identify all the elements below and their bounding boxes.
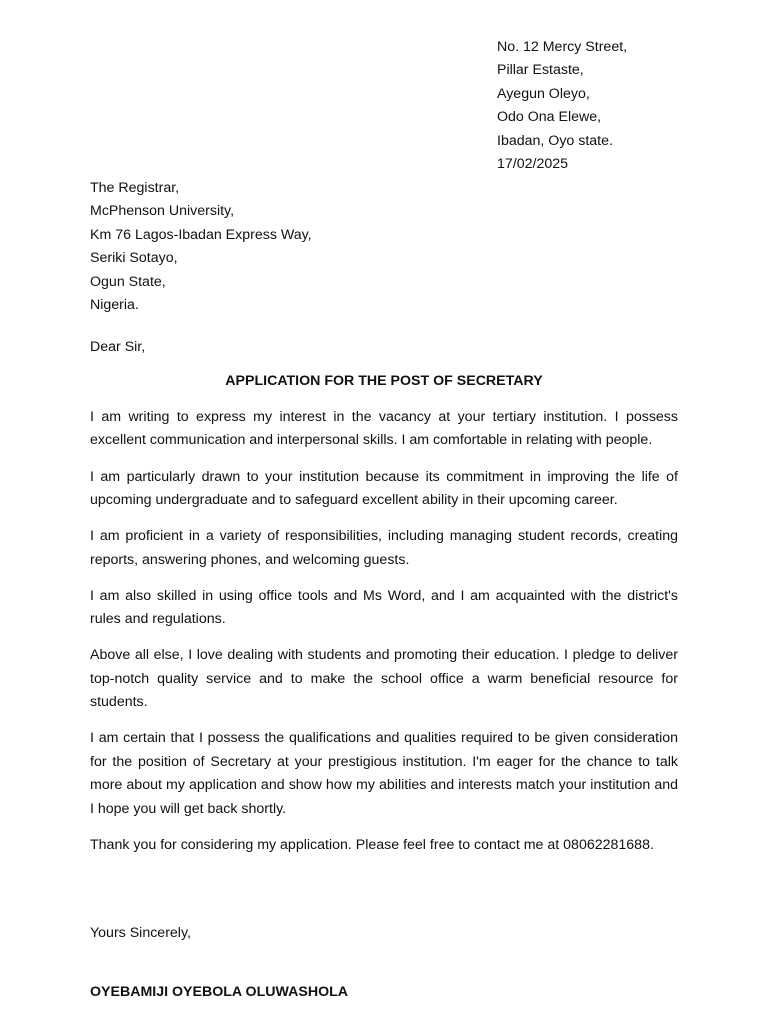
recipient-address-line: Seriki Sotayo,	[90, 250, 178, 267]
salutation: Dear Sir,	[90, 339, 146, 355]
recipient-address-line: McPhenson University,	[90, 203, 235, 220]
body-paragraph: I am proficient in a variety of responsibilities, including managing student records, creating reports, answering phones, and welcoming guests.	[90, 528, 678, 568]
letter-date: 17/02/2025	[497, 156, 569, 173]
sender-address-line: Pillar Estaste,	[497, 62, 584, 79]
letter-body	[90, 406, 678, 870]
closing: Yours Sincerely,	[90, 925, 191, 941]
body-paragraph: I am writing to express my interest in the vacancy at your tertiary institution. I possess excellent communication and interpersonal skills. I am comfortable in relating with people.	[90, 409, 678, 449]
sender-address-line: Ayegun Oleyo,	[497, 85, 590, 102]
sender-address	[497, 36, 627, 176]
body-paragraph: I am certain that I possess the qualifications and qualities required to be given consideration for the position of Secretary at your prestigious institution. I'm eager for the chance to talk more about my application and show how my abilities and interests match your institution and I hope you will get back shortly.	[90, 730, 678, 817]
letter-subject: APPLICATION FOR THE POST OF SECRETARY	[225, 373, 543, 389]
body-paragraph: I am particularly drawn to your institution because its commitment in improving the life of upcoming undergraduate and to safeguard excellent ability in their upcoming career.	[90, 468, 678, 509]
body-paragraph: Above all else, I love dealing with students and promoting their education. I pledge to deliver top-notch quality service and to make the school office a warm beneficial resource for students.	[90, 647, 678, 711]
body-paragraph: I am also skilled in using office tools and Ms Word, and I am acquainted with the district's rules and regulations.	[90, 587, 678, 628]
recipient-address	[90, 177, 312, 317]
sender-address-line: Odo Ona Elewe,	[497, 109, 602, 126]
recipient-address-line: Km 76 Lagos-Ibadan Express Way,	[90, 226, 312, 243]
recipient-address-line: Nigeria.	[90, 297, 139, 314]
sender-address-line: No. 12 Mercy Street,	[497, 39, 628, 55]
sender-address-line: Ibadan, Oyo state.	[497, 132, 613, 149]
signature-name: OYEBAMIJI OYEBOLA OLUWASHOLA	[90, 984, 349, 1000]
body-paragraph: Thank you for considering my application. Please feel free to contact me at 08062281688.	[90, 836, 654, 853]
recipient-address-line: The Registrar,	[90, 180, 180, 196]
recipient-address-line: Ogun State,	[90, 273, 166, 290]
